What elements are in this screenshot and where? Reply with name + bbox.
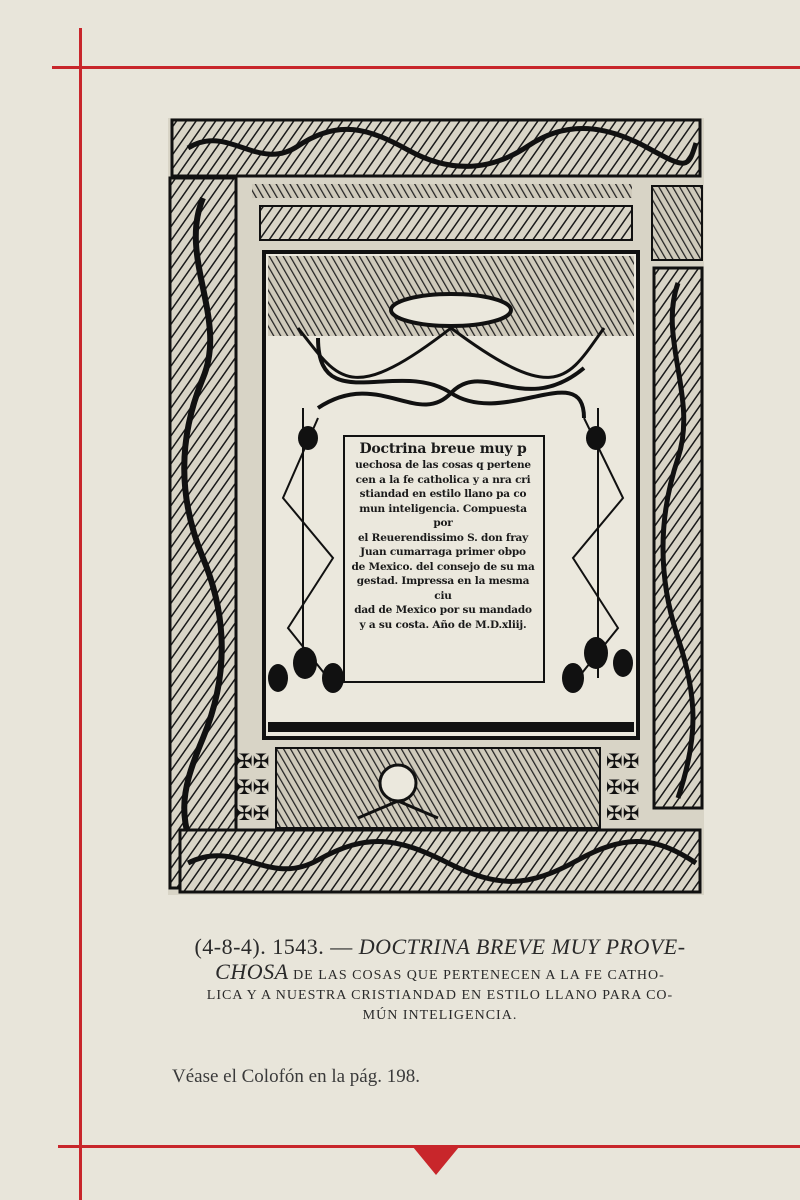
woodcut-title-line: mun inteligencia. Compuesta por	[359, 502, 527, 529]
plate-caption	[150, 932, 730, 1026]
woodcut-title-line: dad de Mexico por su mandado	[354, 604, 532, 616]
woodcut-title-line: stiandad en estilo llano pa co	[359, 488, 527, 500]
woodcut-title-line: el Reuerendissimo S. don fray	[357, 531, 529, 544]
caption-line-2	[150, 959, 730, 986]
caption-line-3: LICA Y A NUESTRA CRISTIANDAD EN ESTILO LLANO PARA CO-	[206, 988, 674, 1003]
svg-text:✠✠: ✠✠	[606, 775, 640, 799]
woodcut-title-line: de Mexico. del consejo de su ma	[351, 560, 535, 573]
caption-line-4: MÚN INTELIGENCIA.	[362, 1008, 518, 1023]
woodcut-title-line: Juan cumarraga primer obpo	[360, 546, 526, 558]
top-rule	[52, 66, 800, 69]
woodcut-title-line: y a su costa. Año de M.D.xliij.	[359, 618, 527, 631]
caption-subtitle-1: DE LAS COSAS QUE PERTENECEN A LA FE CATHO-	[288, 968, 665, 983]
svg-text:✠✠: ✠✠	[606, 801, 640, 825]
left-rule	[79, 28, 82, 1200]
colophon-note: Véase el Colofón en la pág. 198.	[172, 1066, 420, 1087]
caption-reference: (4-8-4). 1543. —	[194, 934, 359, 959]
svg-text:✠✠: ✠✠	[236, 749, 270, 773]
svg-text:✠✠: ✠✠	[236, 775, 270, 799]
bottom-red-triangle	[413, 1147, 459, 1175]
woodcut-title-line: Doctrina breue muy p	[359, 441, 527, 457]
woodcut-title-line: gestad. Impressa en la mesma ciu	[356, 575, 530, 602]
caption-line-1	[150, 932, 730, 962]
caption-title-part-2: CHOSA	[215, 959, 289, 984]
woodcut-title-line: uechosa de las cosas q pertene	[355, 459, 531, 471]
caption-title-part-1: DOCTRINA BREVE MUY PROVE-	[358, 934, 686, 959]
woodcut-title-line: cen a la fe catholica y a nra cri	[355, 473, 531, 486]
woodcut-title-text	[348, 440, 538, 632]
svg-text:✠✠: ✠✠	[236, 801, 270, 825]
svg-text:✠✠: ✠✠	[606, 749, 640, 773]
